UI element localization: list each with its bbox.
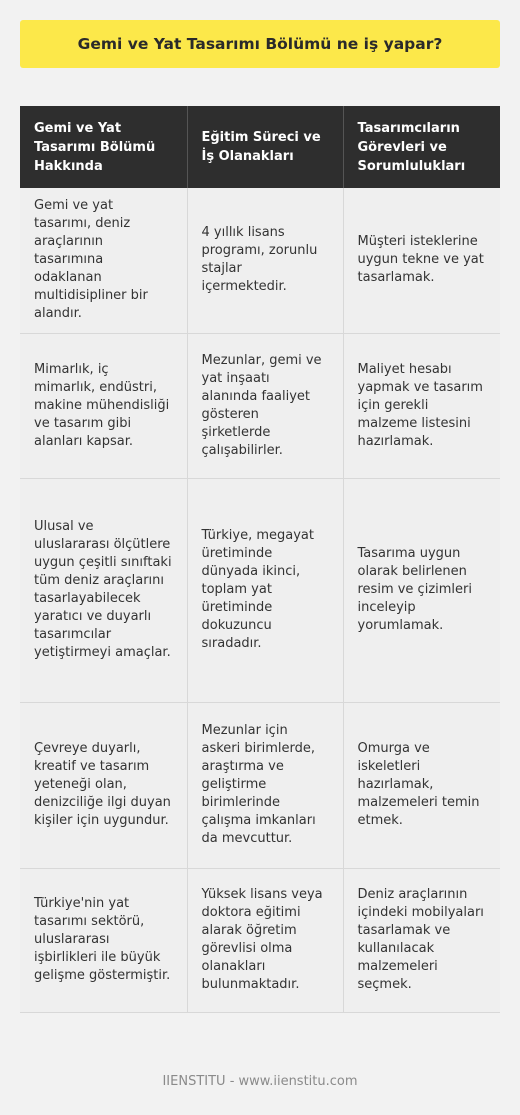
table-cell: Türkiye'nin yat tasarımı sektörü, uluslararası işbirlikleri ile büyük gelişme göstermiştir. xyxy=(20,868,187,1012)
page-title: Gemi ve Yat Tasarımı Bölümü ne iş yapar? xyxy=(20,20,500,68)
table-row xyxy=(20,702,500,868)
table-cell: Türkiye, megayat üretiminde dünyada ikinci, toplam yat üretiminde dokuzuncu sıradadır. xyxy=(187,478,343,702)
table-cell: Ulusal ve uluslararası ölçütlere uygun çeşitli sınıftaki tüm deniz araçlarını tasarlayabilecek yaratıcı ve duyarlı tasarımcılar yetiştirmeyi amaçlar. xyxy=(20,478,187,702)
table-cell: Çevreye duyarlı, kreatif ve tasarım yeteneği olan, denizciliğe ilgi duyan kişiler için uygundur. xyxy=(20,702,187,868)
table-cell: Maliyet hesabı yapmak ve tasarım için gerekli malzeme listesini hazırlamak. xyxy=(343,333,500,478)
column-header-duties: Tasarımcıların Görevleri ve Sorumlulukları xyxy=(343,106,500,188)
table-row xyxy=(20,478,500,702)
info-table xyxy=(20,106,500,1013)
table-cell: Omurga ve iskeletleri hazırlamak, malzemeleri temin etmek. xyxy=(343,702,500,868)
table-cell: Müşteri isteklerine uygun tekne ve yat tasarlamak. xyxy=(343,188,500,333)
table-cell: Deniz araçlarının içindeki mobilyaları tasarlamak ve kullanılacak malzemeleri seçmek. xyxy=(343,868,500,1012)
table-row xyxy=(20,868,500,1012)
table-cell: Yüksek lisans veya doktora eğitimi alarak öğretim görevlisi olma olanakları bulunmaktadır. xyxy=(187,868,343,1012)
table-cell: Mezunlar için askeri birimlerde, araştırma ve geliştirme birimlerinde çalışma imkanları da mevcuttur. xyxy=(187,702,343,868)
table-header-row xyxy=(20,106,500,188)
column-header-about: Gemi ve Yat Tasarımı Bölümü Hakkında xyxy=(20,106,187,188)
table-row xyxy=(20,333,500,478)
table-cell: Mezunlar, gemi ve yat inşaatı alanında faaliyet gösteren şirketlerde çalışabilirler. xyxy=(187,333,343,478)
table-cell: Tasarıma uygun olarak belirlenen resim ve çizimleri inceleyip yorumlamak. xyxy=(343,478,500,702)
table-row xyxy=(20,188,500,333)
table-cell: 4 yıllık lisans programı, zorunlu stajlar içermektedir. xyxy=(187,188,343,333)
table-cell: Gemi ve yat tasarımı, deniz araçlarının tasarımına odaklanan multidisipliner bir alandır. xyxy=(20,188,187,333)
table-cell: Mimarlık, iç mimarlık, endüstri, makine mühendisliği ve tasarım gibi alanları kapsar. xyxy=(20,333,187,478)
column-header-education: Eğitim Süreci ve İş Olanakları xyxy=(187,106,343,188)
footer-credit: IIENSTITU - www.iienstitu.com xyxy=(162,1074,358,1089)
